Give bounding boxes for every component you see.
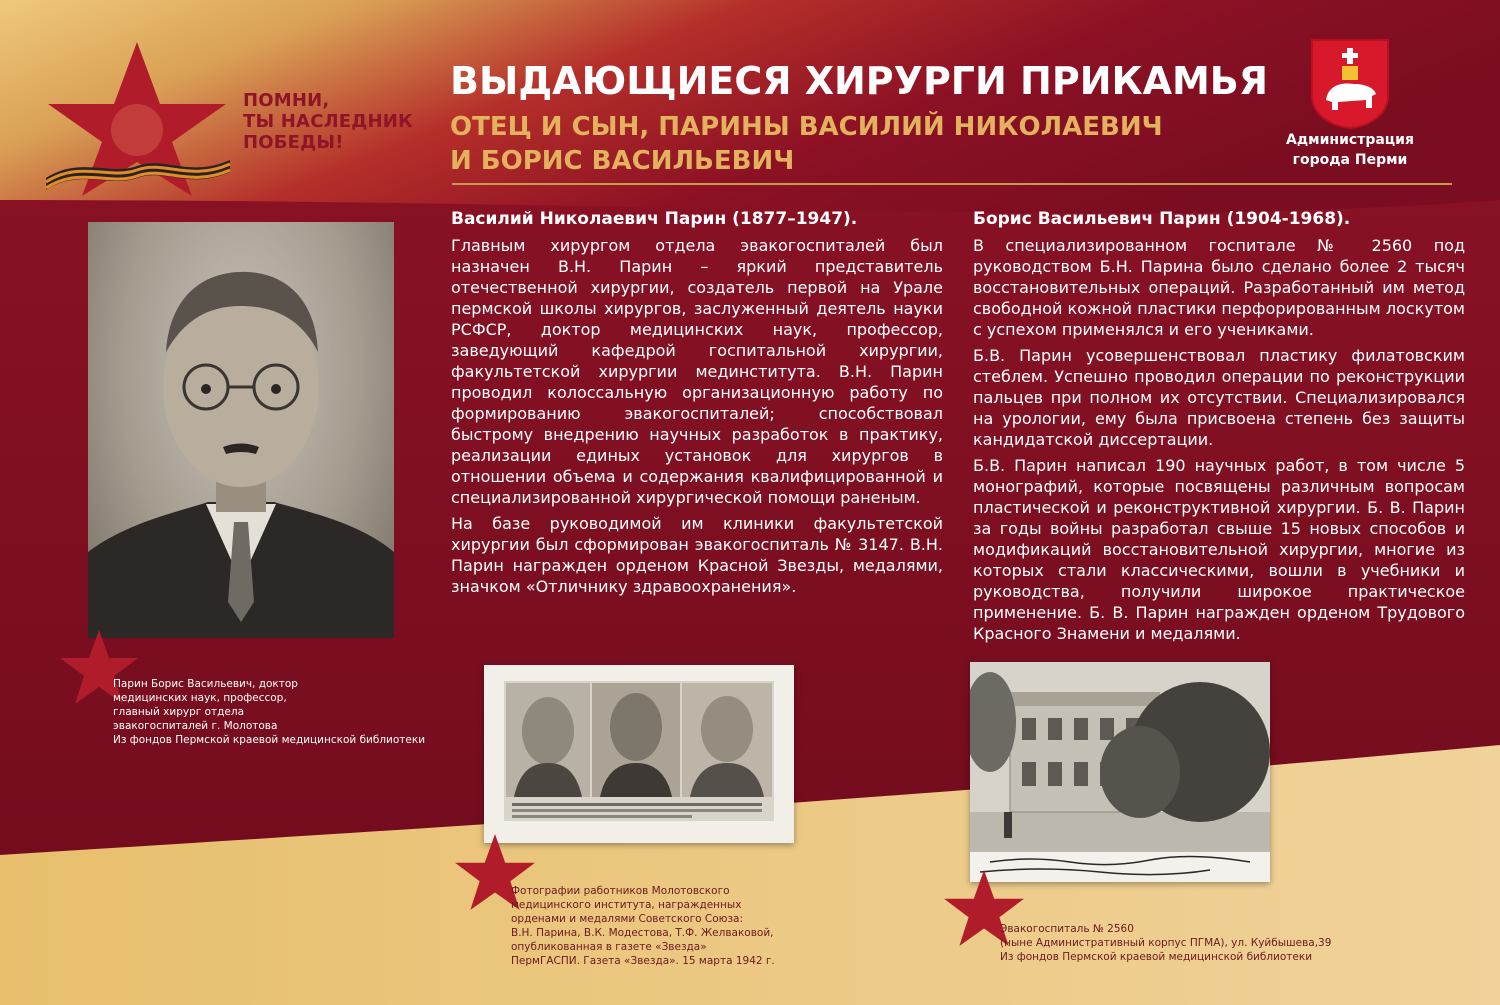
caption-line: Эвакогоспиталь № 2560 xyxy=(1000,923,1134,935)
hospital-building-photo xyxy=(970,662,1270,882)
right-article-paragraph: В специализированном госпитале № 2560 под руководством Б.Н. Парина было сделано более 2 тысяч восстановительных операций. Разработанный им метод свободной кожной пластики перфорированным лоскутом с успехом применялся и его учениками. xyxy=(973,236,1465,339)
caption-line: главный хирург отдела xyxy=(113,706,245,718)
admin-line: города Перми xyxy=(1292,152,1408,168)
caption-line: Из фондов Пермской краевой медицинской библиотеки xyxy=(1000,951,1313,963)
subtitle-line: И БОРИС ВАСИЛЬЕВИЧ xyxy=(450,146,795,176)
caption-line: Фотографии работников Молотовского xyxy=(511,885,730,897)
caption-line: орденами и медалями Советского Союза: xyxy=(511,913,744,925)
left-article-heading: Василий Николаевич Парин (1877–1947). xyxy=(451,209,858,229)
newspaper-caption xyxy=(511,884,775,968)
right-article xyxy=(973,208,1465,649)
caption-line: Из фондов Пермской краевой медицинской библиотеки xyxy=(113,734,426,746)
building-caption xyxy=(1000,922,1331,964)
right-article-paragraph: Б.В. Парин написал 190 научных работ, в том числе 5 монографий, которые посвящены различным вопросам пластической и реконструктивной хирургии. Б. В. Парин за годы войны разработал свыше 15 новых способов и модификаций восстановительной хирургии, многие из которых стали классическими, вошли в учебники и руководства, получили широкое практическое применение. Б. В. Парин награжден орденом Трудового Красного Знамени и медалями. xyxy=(973,456,1465,643)
left-article-paragraph: Главным хирургом отдела эвакогоспиталей был назначен В.Н. Парин – яркий представитель отечественной хирургии, создатель первой на Урале пермской школы хирургов, заслуженный деятель науки РСФСР, доктор медицинских наук, профессор, заведующий кафедрой госпитальной хирургии, факультетской хирургии мединститута. В.Н. Парин проводил колоссальную организационную работу по формированию эвакогоспиталей; способствовал быстрому внедрению научных разработок в практику, реализации единых установок для хирургов в отношении объема и содержания квалифицированной и специализированной хирургической помощи раненым. xyxy=(451,236,943,507)
perm-coat-of-arms-icon xyxy=(1310,38,1390,130)
poster-subtitle xyxy=(450,110,1210,178)
slogan-line: ПОМНИ, xyxy=(243,90,330,111)
poster-title: ВЫДАЮЩИЕСЯ ХИРУРГИ ПРИКАМЬЯ xyxy=(450,59,1269,103)
portrait-figure xyxy=(88,222,394,638)
caption-line: Парин Борис Васильевич, доктор xyxy=(113,678,298,690)
caption-line: (ныне Административный корпус ПГМА), ул. Куйбышева,39 xyxy=(1000,937,1332,949)
administration-label xyxy=(1270,130,1430,170)
hospital-building-image xyxy=(970,662,1270,882)
caption-line: опубликованная в газете «Звезда» xyxy=(511,941,707,953)
subtitle-line: ОТЕЦ И СЫН, ПАРИНЫ ВАСИЛИЙ НИКОЛАЕВИЧ xyxy=(450,112,1163,142)
header-divider xyxy=(452,183,1452,185)
caption-line: В.Н. Парина, В.К. Модестова, Т.Ф. Желваковой, xyxy=(511,927,774,939)
newspaper-clipping xyxy=(484,665,794,843)
admin-line: Администрация xyxy=(1286,132,1414,148)
slogan xyxy=(243,90,443,153)
left-article xyxy=(451,208,943,602)
caption-line: медицинского института, награжденных xyxy=(511,899,742,911)
portrait-photo xyxy=(88,222,394,638)
slogan-line: ПОБЕДЫ! xyxy=(243,132,344,153)
left-article-paragraph: На базе руководимой им клиники факультетской хирургии был сформирован эвакогоспиталь № 3147. В.Н. Парин награжден орденом Красной Звезды, медалями, значком «Отличнику здравоохранения». xyxy=(451,514,943,596)
portrait-caption xyxy=(113,677,425,747)
slogan-line: ТЫ НАСЛЕДНИК xyxy=(243,111,413,132)
newspaper-clipping-image xyxy=(484,665,794,843)
caption-line: медицинских наук, профессор, xyxy=(113,692,287,704)
caption-line: эвакогоспиталей г. Молотова xyxy=(113,720,278,732)
right-article-paragraph: Б.В. Парин усовершенствовал пластику филатовским стеблем. Успешно проводил операции по реконструкции пальцев при полном их отсутствии. Специализировался на урологии, ему была присвоена степень без защиты кандидатской диссертации. xyxy=(973,346,1465,449)
right-article-heading: Борис Васильевич Парин (1904-1968). xyxy=(973,209,1351,229)
victory-star-emblem xyxy=(40,38,235,198)
caption-line: ПермГАСПИ. Газета «Звезда». 15 марта 1942 г. xyxy=(511,955,775,967)
